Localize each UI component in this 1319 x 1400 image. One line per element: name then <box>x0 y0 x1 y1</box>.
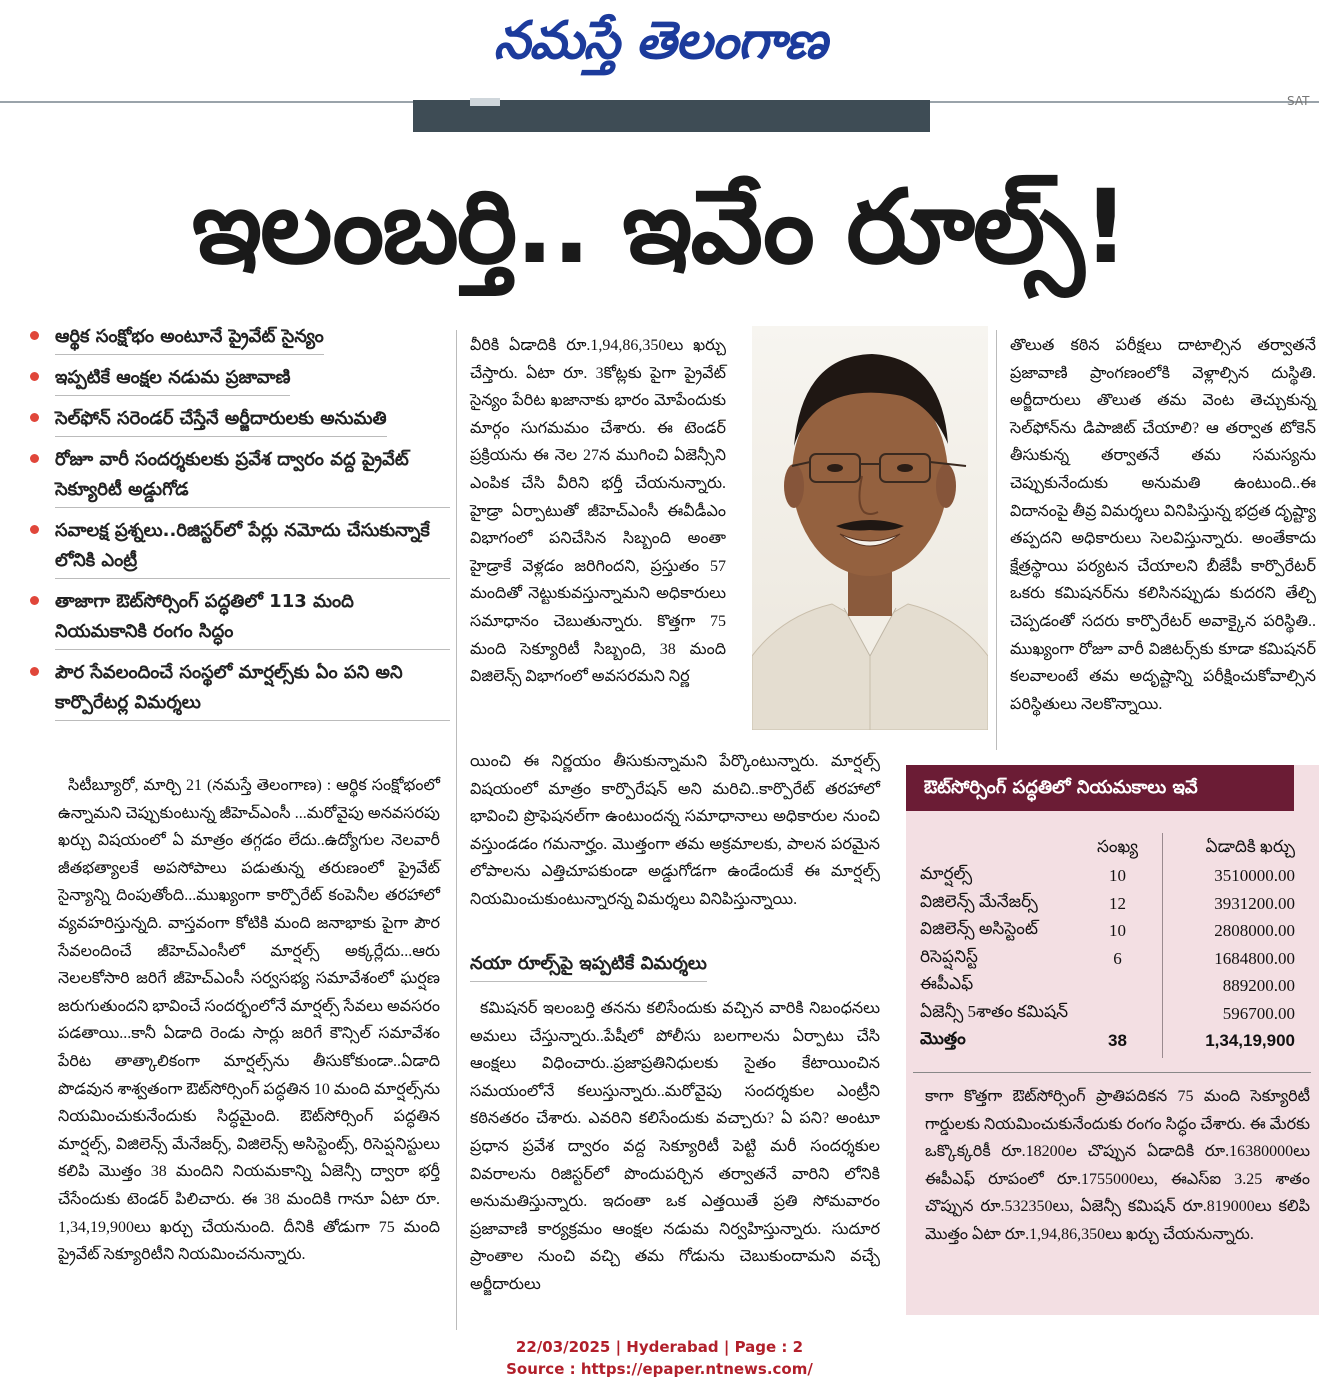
header-band-mark <box>470 98 500 106</box>
table-cell-cost: 2808000.00 <box>1214 921 1295 941</box>
table-cell-role: మార్షల్స్ <box>920 864 973 884</box>
info-box-text: కాగా కొత్తగా ఔట్‌సోర్సింగ్ ప్రాతిపదికన 75 మంది సెక్యూరిటీ గార్డులకు నియమించుకునేందుకు రంగం సిద్ధం చేశారు. ఈ మేరకు ఒక్కొక్కరికీ రూ.18200ల చొప్పున ఏడాదికి రూ.16380000లు ఈపీఎఫ్ రూపంలో రూ.1755000లు, ఈఎస్ఐ 3.25 శాతం చొప్పున రూ.532350లు, ఏజెన్సీ కమిషన్ రూ.819000లు కలిపి మొత్తం ఏటా రూ.1,94,86,350లు ఖర్చు చేయనున్నారు. <box>925 1088 1310 1243</box>
footer-date-line: 22/03/2025 | Hyderabad | Page : 2 <box>515 1338 804 1356</box>
section-subheading: నయా రూల్స్‌పై ఇప్పటికే విమర్శలు <box>470 953 707 982</box>
table-cell-role: రిసెప్షనిస్ట్ <box>920 946 978 966</box>
headline: ఇలంబర్తి.. ఇవేం రూల్స్! <box>191 168 1128 287</box>
bullet-dot-icon <box>30 667 39 676</box>
table-cell-count <box>1070 973 1165 1001</box>
bullet-item <box>30 404 450 437</box>
table-cell-cost: 596700.00 <box>1222 1003 1295 1023</box>
bullet-dot-icon <box>30 372 39 381</box>
recruitment-table <box>920 835 1315 1055</box>
masthead <box>0 0 1319 80</box>
table-cell-role: ఏజెన్సీ 5శాతం కమిషన్ <box>920 1001 1069 1021</box>
info-box-rule <box>913 1072 1311 1073</box>
table-cell-cost: 3931200.00 <box>1214 893 1295 913</box>
table-cell-count: 10 <box>1109 866 1126 886</box>
table-row <box>920 1000 1315 1028</box>
bullet-text: ఇప్పటికే ఆంక్షల నడుమ ప్రజావాణి <box>55 363 290 396</box>
bullet-item <box>30 587 450 650</box>
article-column-2-bottom: కమిషనర్ ఇలంబర్తి తనను కలిసేందుకు వచ్చిన వారికి నిబంధనలు అమలు చేస్తున్నారు..పేషీలో పోలీసు బలగాలను ఏర్పాటు చేసి ఆంక్షలు విధించారు..ప్రజాప్రతినిధులకు సైతం కేటాయించిన సమయంలోనే కలుస్తున్నారు..మరోవైపు సందర్శకుల ఎంట్రీని కఠినతరం చేశారు. ఎవరిని కలిసేందుకు వచ్చారు? ఏ పని? అంటూ ప్రధాన ప్రవేశ ద్వారం వద్ద సెక్యూరిటీ పెట్టి మరీ సందర్శకుల వివరాలను రిజిస్టర్‌లో పొందుపర్చిన తర్వాతనే వారిని లోనికి అనుమతిస్తున్నారు. ఇదంతా ఒక ఎత్తయితే ప్రతి సోమవారం ప్రజావాణి కార్యక్రమం ఆంక్షల నడుమ నిర్వహిస్తున్నారు. సుదూర ప్రాంతాల నుంచి వచ్చి తమ గోడును చెబుకుందామని వచ్చే అర్జీదారులు <box>470 1000 880 1293</box>
table-total-cost: 1,34,19,900 <box>1205 1031 1295 1051</box>
portrait-photo <box>752 326 988 730</box>
table-total-count: 38 <box>1108 1031 1127 1051</box>
article-column-3: తొలుత కఠిన పరీక్షలు దాటాల్సిన తర్వాతనే ప్రజావాణి ప్రాంగణంలోకి వెళ్లాల్సిన దుస్థితి. అర్జీదారులు తొలుత తమ వెంట తెచ్చుకున్న సెల్‌ఫోన్‌ను డిపాజిట్ చేయాలి? ఆ తర్వాత టోకెన్ తీసుకున్న తర్వాతనే తమ సమస్యను చెప్పుకునేందుకు అనుమతి ఉంటుంది..ఈ విదానంపై తీవ్ర విమర్శలు వినిపిస్తున్న భద్రత దృష్ట్యా తప్పదని అధికారులు సెలవిస్తున్నారు. అంతేకాదు క్షేత్రస్థాయి పర్యటన చేయాలని బీజేపీ కార్పొరేటర్ ఒకరు కమిషనర్‌ను కలిసినప్పుడు కుదరని తేల్చి చెప్పడంతో సదరు కార్పొరేటర్ అవాక్కైన పరిస్థితి.. ముఖ్యంగా రోజూ వారీ విజిటర్స్‌కు కూడా కమిషనర్ కలవాలంటే తమ అదృష్టాన్ని పరీక్షించుకోవాల్సిన పరిస్థితులు నెలకొన్నాయి. <box>1010 337 1316 713</box>
bullet-item <box>30 322 450 355</box>
column-divider <box>456 330 457 1330</box>
bullet-dot-icon <box>30 596 39 605</box>
table-cell-role: ఈపీఎఫ్ <box>920 974 974 994</box>
bullet-text: ఆర్థిక సంక్షోభం అంటూనే ప్రైవేట్ సైన్యం <box>55 322 324 355</box>
bullet-dot-icon <box>30 413 39 422</box>
table-cell-count: 12 <box>1109 893 1126 913</box>
bullet-text: సెల్‌ఫోన్ సరెండర్ చేస్తేనే అర్జీదారులకు అనుమతి <box>55 404 387 437</box>
bullet-text: తాజాగా ఔట్‌సోర్సింగ్ పద్ధతిలో 113 మంది నియమకానికి రంగం సిద్ధం <box>55 587 450 650</box>
table-cell-count: 6 <box>1113 948 1122 968</box>
column-divider <box>996 330 997 750</box>
header-rule-right <box>930 101 1319 103</box>
table-row <box>920 918 1315 946</box>
bullet-dot-icon <box>30 331 39 340</box>
table-header-row <box>920 835 1315 863</box>
table-header-count: సంఖ్య <box>1097 836 1138 856</box>
portrait-illustration <box>752 326 988 730</box>
table-cell-cost: 889200.00 <box>1222 976 1295 996</box>
header-rule-left <box>0 101 413 103</box>
footer-source-line: Source : https://epaper.ntnews.com/ <box>506 1360 813 1378</box>
table-cell-count <box>1070 1000 1165 1028</box>
newspaper-logo: నమస్తే తెలంగాణ <box>493 10 827 71</box>
bullet-item <box>30 516 450 579</box>
bullet-text: రోజూ వారీ సందర్శకులకు ప్రవేశ ద్వారం వద్ద ప్రైవేట్ సెక్యూరిటీ అడ్డుగోడ <box>55 445 450 508</box>
table-header-role <box>920 835 1070 863</box>
table-header-cost: ఏడాదికి ఖర్చు <box>1205 836 1295 856</box>
bullet-dot-icon <box>30 525 39 534</box>
table-cell-role: విజిలెన్స్ అసిస్టెంట్ <box>920 919 1039 939</box>
page-footer <box>0 1336 1319 1380</box>
bullet-item <box>30 658 450 721</box>
table-cell-count: 10 <box>1109 921 1126 941</box>
table-total-row <box>920 1028 1315 1056</box>
bullet-item <box>30 363 450 396</box>
table-cell-cost: 1684800.00 <box>1214 948 1295 968</box>
bullet-list <box>30 322 450 729</box>
bullet-text: సవాలక్ష ప్రశ్నలు..రిజిస్టర్‌లో పేర్లు నమోదు చేసుకున్నాకే లోనికి ఎంట్రీ <box>55 516 450 579</box>
table-row <box>920 863 1315 891</box>
bullet-text: పౌర సేవలందించే సంస్థలో మార్షల్స్‌కు ఏం పని అని కార్పొరేటర్ల విమర్శలు <box>55 658 450 721</box>
table-row <box>920 973 1315 1001</box>
article-column-2-wide: యించి ఈ నిర్ణయం తీసుకున్నామని పేర్కొంటున్నారు. మార్షల్స్ విషయంలో మాత్రం కార్పొరేషన్ అని మరిచి..కార్పొరేట్ తరహాలో భావించి ప్రొఫెషనల్‌గా ఉంటుందన్న సమాధానాలు అధికారుల నుంచి వస్తుండడం గమనార్హం. మొత్తంగా తమ అక్రమాలకు, పాలన పరమైన లోపాలను ఎత్తిచూపకుండా అడ్డుగోడగా ఉండేందుకే ఈ మార్షల్స్ నియమించుకుంటున్నారన్న విమర్శలు వినిపిస్తున్నాయి. <box>470 753 880 908</box>
table-total-label: మొత్తం <box>920 1029 966 1049</box>
info-box-title: ఔట్‌సోర్సింగ్ పద్ధతిలో నియమకాలు ఇవే <box>906 765 1294 811</box>
bullet-dot-icon <box>30 454 39 463</box>
table-cell-role: విజిలెన్స్ మేనేజర్స్ <box>920 891 1038 911</box>
article-column-1: సిటీబ్యూరో, మార్చి 21 (నమస్తే తెలంగాణ) : ఆర్థిక సంక్షోభంలో ఉన్నామని చెప్పుకుంటున్న జీహెచ్‌ఎంసీ ...మరోవైపు అనవసరపు ఖర్చు విషయంలో ఏ మాత్రం తగ్గడం లేదు..ఉద్యోగుల నెలవారీ జీతభత్యాలకే అపసోపాలు పడుతున్న తరుణంలో ప్రైవేట్ సైన్యాన్ని దింపుతోంది...ముఖ్యంగా కార్పొరేట్ కంపెనీల తరహాలో వ్యవహరిస్తున్నది. వాస్తవంగా కోటికి మంది జనాభాకు పైగా పౌర సేవలందించే జీహెచ్‌ఎంసీలో మార్షల్స్ అక్కర్లేదు...ఆరు నెలలకోసారి జరిగే జీహెచ్‌ఎంసీ సర్వసభ్య సమావేశంలో ఘర్షణ జరుగుతుందని భావించే సందర్భంలోనే మార్షల్స్ సేవలు అవసరం పడతాయి...కానీ ఏడాది రెండు సార్లు జరిగే కౌన్సిల్ సమావేశం పేరిట తాత్కాలికంగా మార్షల్స్‌ను తీసుకోకుండా..ఏడాది పొడవున శాశ్వతంగా ఔట్‌సోర్సింగ్ పద్ధతిన 10 మంది మార్షల్స్‌ను నియమించుకునేందుకు సిద్ధమైంది. ఔట్‌సోర్సింగ్ పద్ధతిన మార్షల్స్, విజిలెన్స్ మేనేజర్స్, విజిలెన్స్ అసిస్టెంట్స్, రిసెప్షనిస్టులు కలిపి మొత్తం 38 మందిని నియమకాన్ని ఏజెన్సీ ద్వారా భర్తీ చేసేందుకు టెండర్ పిలిచారు. ఈ 38 మందికి గానూ ఏటా రూ. 1,34,19,900లు ఖర్చు చేయనుంది. దీనికి తోడుగా 75 మంది ప్రైవేట్ సెక్యూరిటీని నియమించనున్నారు. <box>58 777 440 1264</box>
header-date-fragment: SAT <box>1287 94 1310 108</box>
bullet-item <box>30 445 450 508</box>
table-row <box>920 945 1315 973</box>
table-row <box>920 890 1315 918</box>
table-cell-cost: 3510000.00 <box>1214 866 1295 886</box>
article-column-2-top: వీరికి ఏడాదికి రూ.1,94,86,350లు ఖర్చు చేస్తారు. ఏటా రూ. 3కోట్లకు పైగా ప్రైవేట్ సైన్యం పేరిట ఖజానాకు భారం మోపేందుకు మార్గం సుగమమం చేశారు. ఈ టెండర్ ప్రక్రియను ఈ నెల 27న ముగించి ఏజెన్సీని ఎంపిక చేసి వీరిని భర్తీ చేయనున్నారు. హైడ్రా ఏర్పాటుతో జీహెచ్‌ఎంసీ ఈవీడీఎం విభాగంలో పనిచేసిన సిబ్బంది అంతా హైడ్రాకే వెళ్లడం జరిగిందని, ప్రస్తుతం 57 మందితో నెట్టుకువస్తున్నామని అధికారులు సమాధానం చెబుతున్నారు. కొత్తగా 75 మంది సెక్యూరిటీ సిబ్బంది, 38 మంది విజిలెన్స్ విభాగంలో అవసరమని నిర్ణ <box>470 337 726 686</box>
